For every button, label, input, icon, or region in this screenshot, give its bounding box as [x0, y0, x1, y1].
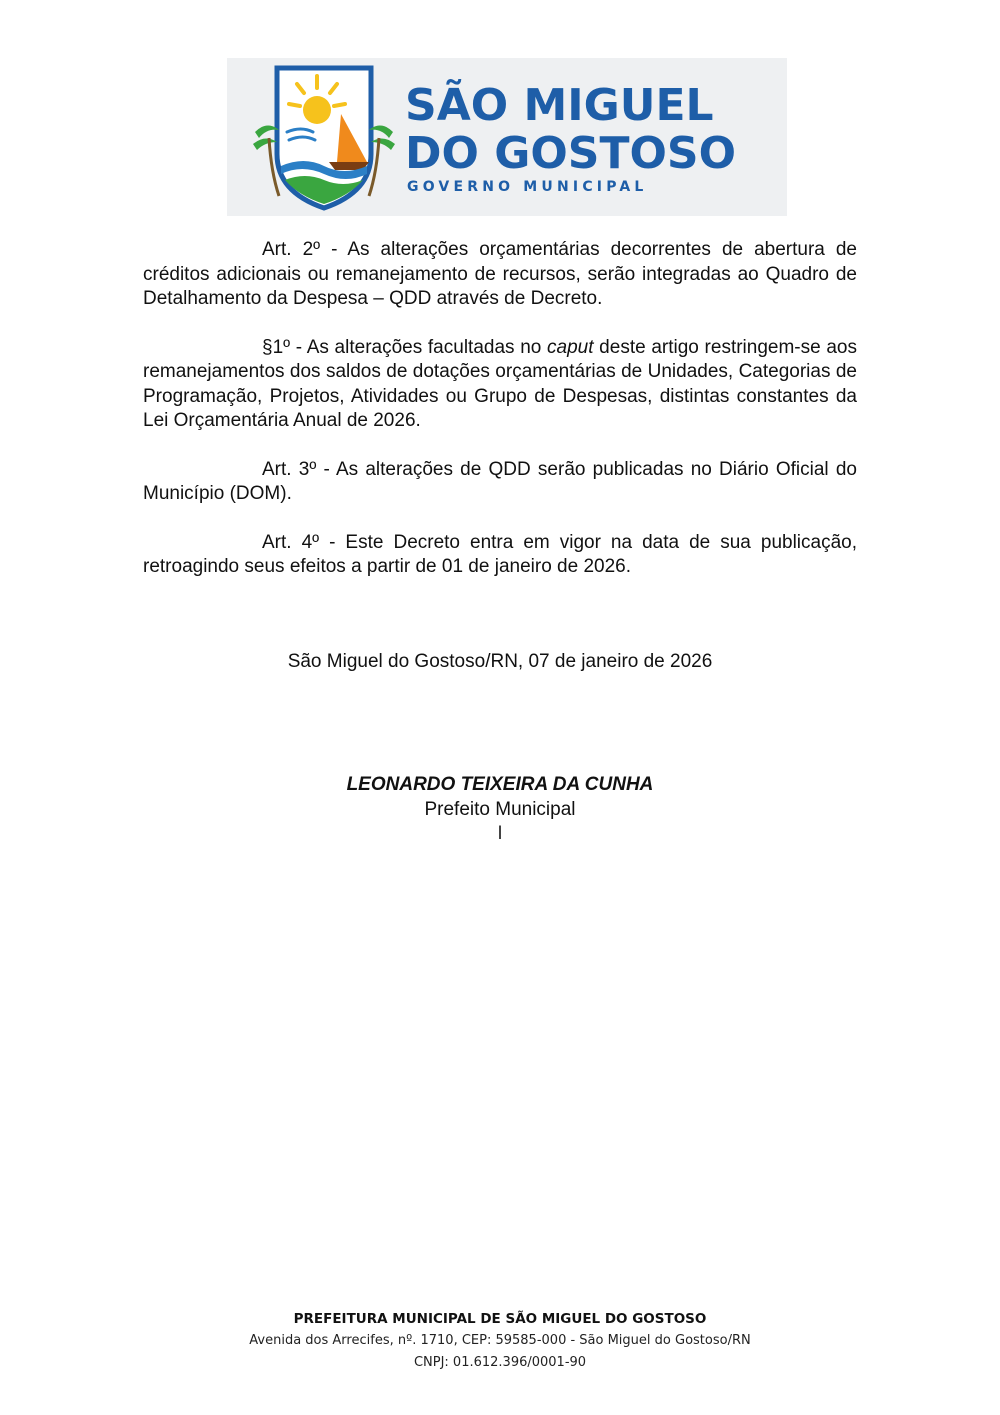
article-4: Art. 4º - Este Decreto entra em vigor na data de sua publicação, retroagindo seus efeitos a partir de 01 de janeiro de 2026. [143, 531, 857, 577]
letterhead-title-line1: SÃO MIGUEL [405, 80, 714, 131]
signer-name: LEONARDO TEIXEIRA DA CUNHA [346, 774, 654, 795]
paragraph-1 [143, 336, 857, 434]
footer-title: PREFEITURA MUNICIPAL DE SÃO MIGUEL DO GOSTOSO [293, 1311, 707, 1327]
municipal-crest-icon [249, 62, 399, 212]
paragraph-1-italic: caput [547, 336, 594, 358]
article-3: Art. 3º - As alterações de QDD serão publicadas no Diário Oficial do Município (DOM). [143, 458, 857, 504]
letterhead-subtitle: GOVERNO MUNICIPAL [407, 179, 648, 195]
paragraph-1-end: deste artigo restringem-se aos remanejamentos dos saldos de dotações orçamentárias de Unidades, Categorias de Programação, Projetos, Atividades ou Grupo de Despesas, distintas constantes da Lei Orçamentária Anual de 2026. [143, 336, 857, 431]
paragraph-1-start: §1º - As alterações facultadas no [262, 336, 548, 358]
article-2: Art. 2º - As alterações orçamentárias decorrentes de abertura de créditos adicionais ou remanejamento de recursos, serão integradas ao Quadro de Detalhamento da Despesa – QDD através de Decreto. [143, 239, 857, 309]
decree-body [143, 238, 857, 580]
footer-cnpj: CNPJ: 01.612.396/0001-90 [413, 1355, 587, 1370]
date-place-line: São Miguel do Gostoso/RN, 07 de janeiro de 2026 [287, 651, 713, 672]
signature-mark: l [498, 823, 502, 843]
letterhead-title-line2: DO GOSTOSO [405, 128, 736, 179]
letterhead-banner [227, 58, 787, 216]
footer-address: Avenida dos Arrecifes, nº. 1710, CEP: 59585-000 - São Miguel do Gostoso/RN [249, 1333, 751, 1348]
signer-role: Prefeito Municipal [424, 799, 576, 820]
